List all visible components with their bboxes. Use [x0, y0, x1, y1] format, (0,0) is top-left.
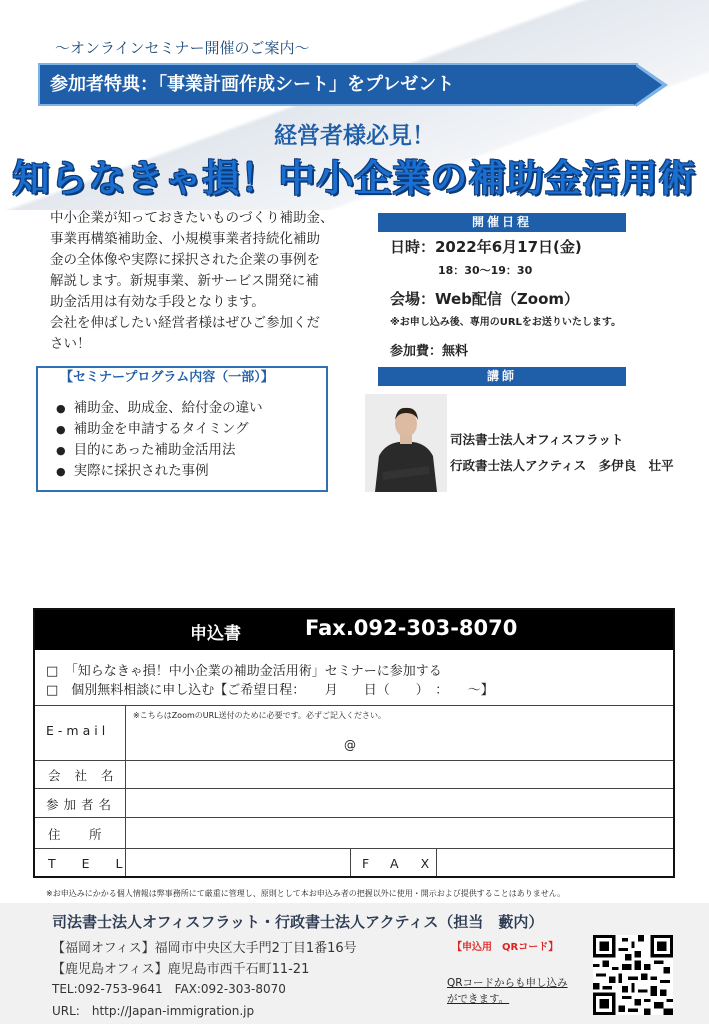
form-divider: [35, 817, 673, 818]
footer-url[interactable]: URL: http://Japan-immigration.jp: [52, 1004, 255, 1018]
email-at-sign: @: [344, 738, 356, 752]
form-header: [35, 610, 673, 650]
lecturer-org: 司法書士法人オフィスフラット: [450, 432, 624, 447]
qr-note-line: QRコードからも申し込み: [447, 977, 568, 989]
footer-telfax: TEL:092-753-9641 FAX:092-303-8070: [52, 982, 286, 996]
form-divider: [35, 760, 673, 761]
seminar-subtitle: 〜オンラインセミナー開催のご案内〜: [55, 39, 310, 57]
company-field[interactable]: [127, 762, 671, 787]
tel-field[interactable]: [127, 850, 349, 875]
event-date: 日時：2022年6月17日(金): [390, 238, 582, 256]
event-fee: 参加費：無料: [390, 344, 469, 359]
email-label: E-mail: [46, 723, 110, 738]
benefit-banner: 参加者特典：「事業計画作成シート」をプレゼント: [38, 63, 638, 106]
footer-fukuoka: 【福岡オフィス】福岡市中央区大手門2丁目1番16号: [52, 941, 357, 956]
email-note: ※こちらはZoomのURL送付のために必要です。必ずご記入ください。: [133, 711, 386, 720]
intro-line: さい！: [50, 336, 91, 352]
footer-org: 司法書士法人オフィスフラット・行政書士法人アクティス（担当 藪内）: [52, 913, 544, 931]
address-field[interactable]: [127, 819, 671, 847]
program-title: 【セミナープログラム内容（一部）】: [60, 370, 274, 385]
form-divider: [35, 705, 673, 706]
qr-note: [447, 975, 568, 1007]
qr-note-line: ができます。: [447, 993, 510, 1005]
seminar-checkbox-label[interactable]: □ 「知らなきゃ損！中小企業の補助金活用術」セミナーに参加する: [46, 664, 442, 679]
form-column-divider: [350, 848, 351, 876]
banner-arrow-fill: [634, 65, 662, 105]
program-item: ● 補助金を申請するタイミング: [56, 419, 263, 440]
fax-field[interactable]: [438, 850, 672, 875]
consultation-checkbox-label[interactable]: □ 個別無料相談に申し込む【ご希望日程： 月 日（ ） ： 〜】: [46, 683, 494, 698]
form-column-divider: [125, 705, 126, 876]
intro-line: 解説します。新規事業、新サービス開発に補: [50, 273, 319, 289]
form-divider: [35, 848, 673, 849]
qr-code-icon[interactable]: [593, 935, 673, 1015]
program-item: ● 実際に採択された事例: [56, 461, 263, 482]
tel-label: TEL: [48, 856, 149, 871]
schedule-heading: 開催日程: [378, 213, 626, 232]
program-item: ● 補助金、助成金、給付金の違い: [56, 398, 263, 419]
privacy-notice: ※お申込みにかかる個人情報は弊事務所にて厳重に管理し、原則として本お申込み者の把握以外に使用・開示および提供することはありません。: [46, 889, 566, 898]
intro-line: 助金活用は有効な手段となります。: [50, 294, 265, 310]
address-label: 住 所: [48, 827, 110, 842]
footer-kagoshima: 【鹿児島オフィス】鹿児島市西千石町11-21: [52, 962, 310, 977]
venue-note: ※お申し込み後、専用のURLをお送りいたします。: [390, 317, 622, 328]
participant-field[interactable]: [127, 790, 671, 816]
intro-line: 事業再構築補助金、小規模事業者持続化補助: [50, 231, 320, 247]
form-title: 申込書: [190, 624, 241, 644]
event-venue: 会場：Web配信（Zoom）: [390, 290, 580, 308]
form-fax-number: Fax.092-303-8070: [305, 616, 518, 640]
intro-text: [50, 208, 370, 355]
program-item: ● 目的にあった補助金活用法: [56, 440, 263, 461]
headline-small: 経営者様必見！: [274, 123, 435, 149]
headline-main: 知らなきゃ損！中小企業の補助金活用術: [12, 157, 697, 200]
fax-label: FAX: [362, 856, 452, 871]
email-field[interactable]: [127, 722, 671, 758]
lecturer-name: 行政書士法人アクティス 多伊良 壮平: [450, 458, 674, 473]
event-time: 18：30〜19：30: [438, 264, 533, 277]
lecturer-heading: 講師: [378, 367, 626, 386]
qr-label: 【申込用 QRコード】: [452, 942, 559, 953]
program-list: [56, 398, 263, 482]
intro-line: 金の全体像や実際に採択された企業の事例を: [50, 252, 320, 268]
intro-line: 中小企業が知っておきたいものづくり補助金、: [50, 210, 334, 226]
intro-line: 会社を伸ばしたい経営者様はぜひご参加くだ: [50, 315, 320, 331]
lecturer-photo: [365, 394, 447, 492]
company-label: 会社名: [48, 768, 128, 783]
participant-label: 参加者名: [46, 797, 117, 812]
form-divider: [35, 788, 673, 789]
